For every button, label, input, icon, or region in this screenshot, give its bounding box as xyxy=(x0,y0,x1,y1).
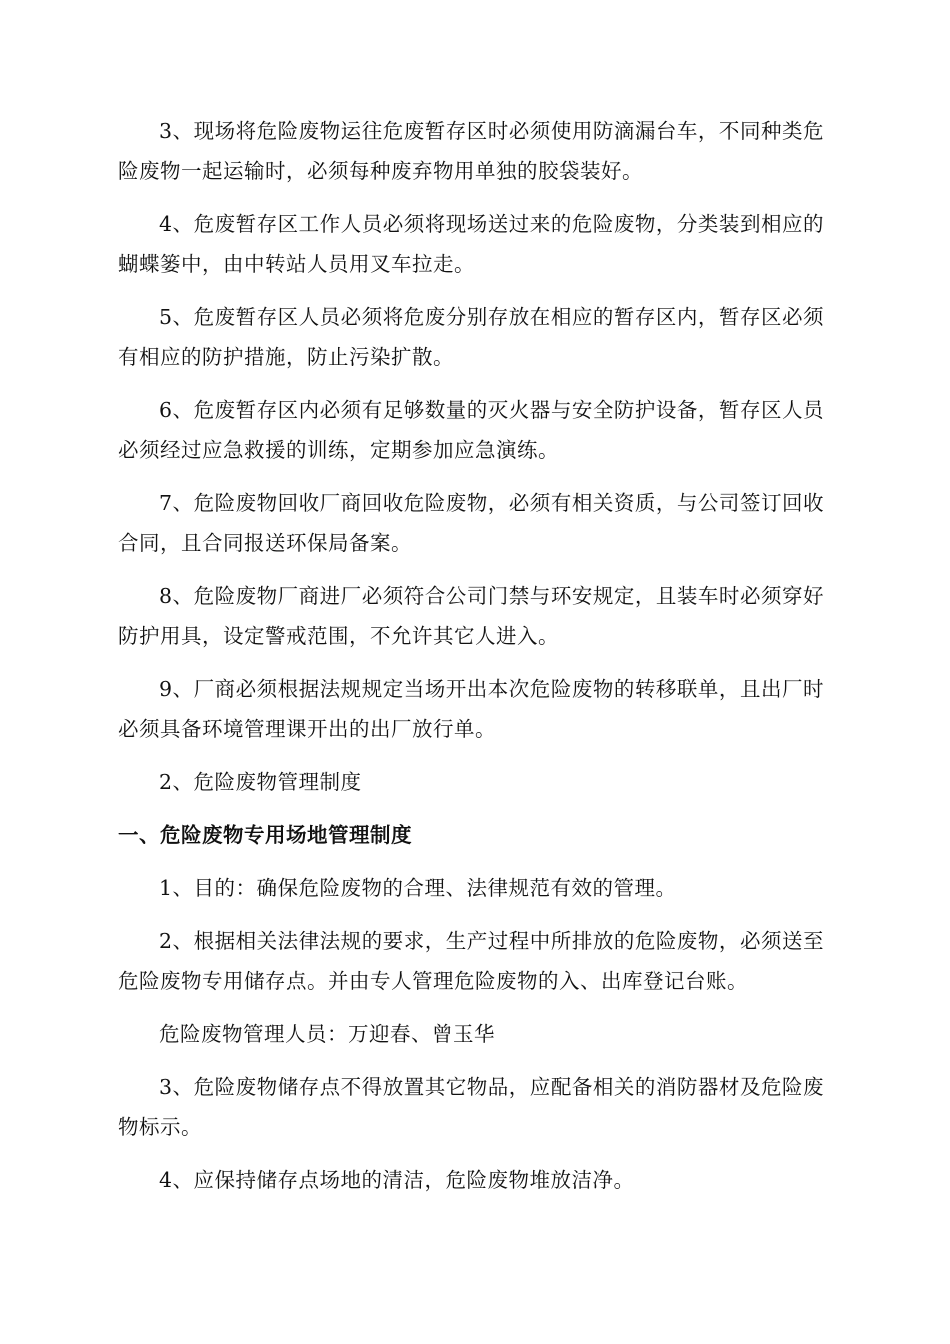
paragraph-item-8: 8、危险废物厂商进厂必须符合公司门禁与环安规定，且装车时必须穿好防护用具，设定警戒范围，不允许其它人进入。 xyxy=(118,584,824,648)
paragraph-item-6: 6、危废暂存区内必须有足够数量的灭火器与安全防护设备，暂存区人员必须经过应急救援的训练，定期参加应急演练。 xyxy=(118,398,824,462)
paragraph-cleanliness: 4、应保持储存点场地的清洁，危险废物堆放洁净。 xyxy=(159,1168,635,1192)
paragraph-purpose: 1、目的：确保危险废物的合理、法律规范有效的管理。 xyxy=(159,876,677,900)
paragraph-storage-rules: 3、危险废物储存点不得放置其它物品，应配备相关的消防器材及危险废物标示。 xyxy=(118,1075,824,1139)
paragraph-item-9: 9、厂商必须根据法规规定当场开出本次危险废物的转移联单，且出厂时必须具备环境管理课开出的出厂放行单。 xyxy=(118,677,824,741)
paragraph-item-5: 5、危废暂存区人员必须将危废分别存放在相应的暂存区内，暂存区必须有相应的防护措施，防止污染扩散。 xyxy=(118,305,824,369)
subsection-title: 2、危险废物管理制度 xyxy=(159,770,362,794)
paragraph-item-3: 3、现场将危险废物运往危废暂存区时必须使用防滴漏台车，不同种类危险废物一起运输时，必须每种废弃物用单独的胶袋装好。 xyxy=(118,119,824,183)
document-body xyxy=(118,111,824,1213)
paragraph-item-7: 7、危险废物回收厂商回收危险废物，必须有相关资质，与公司签订回收合同，且合同报送环保局备案。 xyxy=(118,491,824,555)
paragraph-managers: 危险废物管理人员：万迎春、曾玉华 xyxy=(159,1022,495,1046)
paragraph-item-4: 4、危废暂存区工作人员必须将现场送过来的危险废物，分类装到相应的蝴蝶篓中，由中转站人员用叉车拉走。 xyxy=(118,212,824,276)
section-heading: 一、危险废物专用场地管理制度 xyxy=(118,823,412,847)
paragraph-storage-requirement: 2、根据相关法律法规的要求，生产过程中所排放的危险废物，必须送至危险废物专用储存点。并由专人管理危险废物的入、出库登记台账。 xyxy=(118,929,824,993)
